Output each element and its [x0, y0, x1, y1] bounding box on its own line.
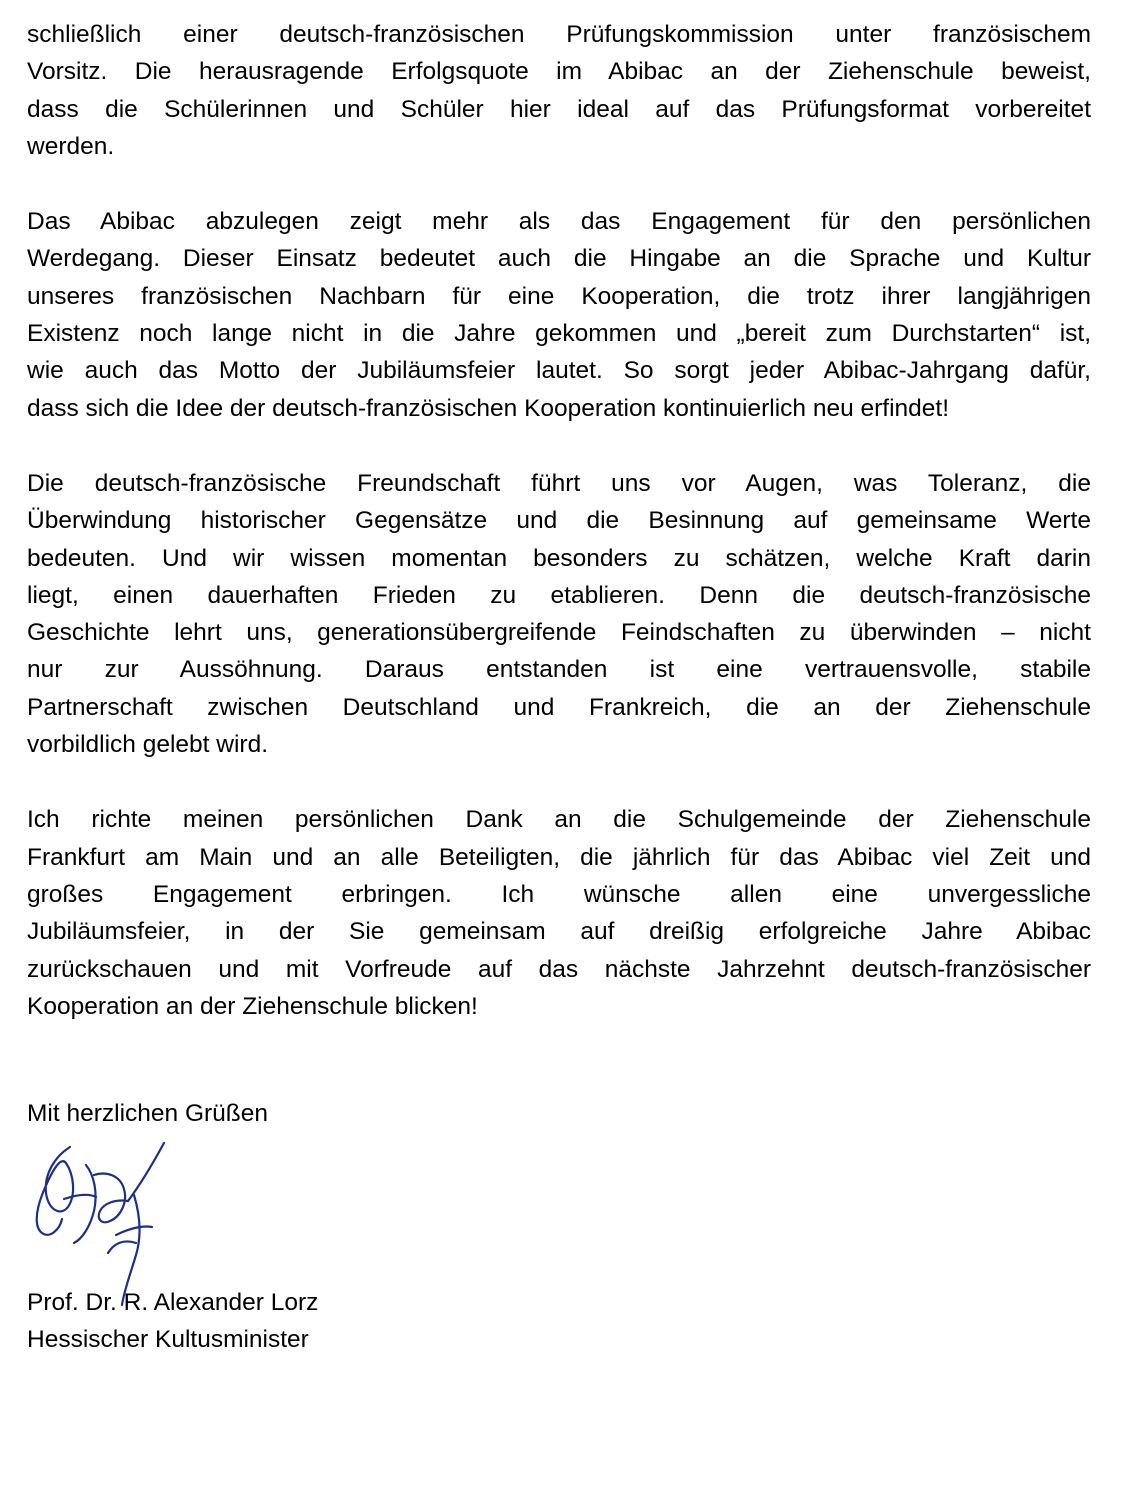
letter-body [27, 16, 1091, 1063]
paragraph-2 [27, 203, 1091, 427]
closing-salutation: Mit herzlichen Grüßen [27, 1100, 269, 1127]
paragraph-line: Kooperation an der Ziehenschule blicken! [27, 992, 478, 1020]
paragraph-line: Das Abibac abzulegen zeigt mehr als das Engagement für den persönlichen [27, 208, 1091, 236]
paragraph-line: Überwindung historischer Gegensätze und die Besinnung auf gemeinsame Werte [27, 507, 1091, 535]
paragraph-line: großes Engagement erbringen. Ich wünsche allen eine unvergessliche [27, 880, 1091, 908]
paragraph-line: vorbildlich gelebt wird. [27, 731, 269, 759]
paragraph-line: Partnerschaft zwischen Deutschland und Frankreich, die an der Ziehenschule [27, 693, 1091, 721]
paragraph-line: dass sich die Idee der deutsch-französischen Kooperation kontinuierlich neu erfindet! [27, 394, 950, 422]
paragraph-line: Werdegang. Dieser Einsatz bedeutet auch die Hingabe an die Sprache und Kultur [27, 245, 1091, 273]
paragraph-1 [27, 16, 1091, 165]
paragraph-line: liegt, einen dauerhaften Frieden zu etablieren. Denn die deutsch-französische [27, 581, 1091, 609]
paragraph-line: Die deutsch-französische Freundschaft führt uns vor Augen, was Toleranz, die [27, 469, 1091, 497]
signer-block [27, 1284, 318, 1359]
paragraph-line: Geschichte lehrt uns, generationsübergreifende Feindschaften zu überwinden – nicht [27, 619, 1091, 647]
paragraph-line: nur zur Aussöhnung. Daraus entstanden ist eine vertrauensvolle, stabile [27, 656, 1091, 684]
paragraph-line: Ich richte meinen persönlichen Dank an die Schulgemeinde der Ziehenschule [27, 806, 1091, 834]
paragraph-line: Vorsitz. Die herausragende Erfolgsquote im Abibac an der Ziehenschule beweist, [27, 58, 1091, 86]
paragraph-line: schließlich einer deutsch-französischen Prüfungskommission unter französischem [27, 21, 1091, 48]
signer-title: Hessischer Kultusminister [27, 1326, 309, 1354]
paragraph-line: Jubiläumsfeier, in der Sie gemeinsam auf dreißig erfolgreiche Jahre Abibac [27, 918, 1091, 946]
paragraph-line: zurückschauen und mit Vorfreude auf das nächste Jahrzehnt deutsch-französischer [27, 955, 1091, 983]
paragraph-line: dass die Schülerinnen und Schüler hier ideal auf das Prüfungsformat vorbereitet [27, 95, 1091, 123]
paragraph-3 [27, 465, 1091, 763]
paragraph-line: Existenz noch lange nicht in die Jahre gekommen und „bereit zum Durchstarten“ ist, [27, 320, 1091, 348]
paragraph-line: unseres französischen Nachbarn für eine Kooperation, die trotz ihrer langjährigen [27, 282, 1091, 310]
paragraph-line: Frankfurt am Main und an alle Beteiligten, die jährlich für das Abibac viel Zeit und [27, 843, 1091, 871]
paragraph-line: werden. [27, 132, 115, 160]
paragraph-line: bedeuten. Und wir wissen momentan besonders zu schätzen, welche Kraft darin [27, 544, 1091, 572]
signer-name: Prof. Dr. R. Alexander Lorz [27, 1289, 319, 1316]
paragraph-4 [27, 801, 1091, 1025]
paragraph-line: wie auch das Motto der Jubiläumsfeier lautet. So sorgt jeder Abibac-Jahrgang dafür, [27, 357, 1091, 385]
